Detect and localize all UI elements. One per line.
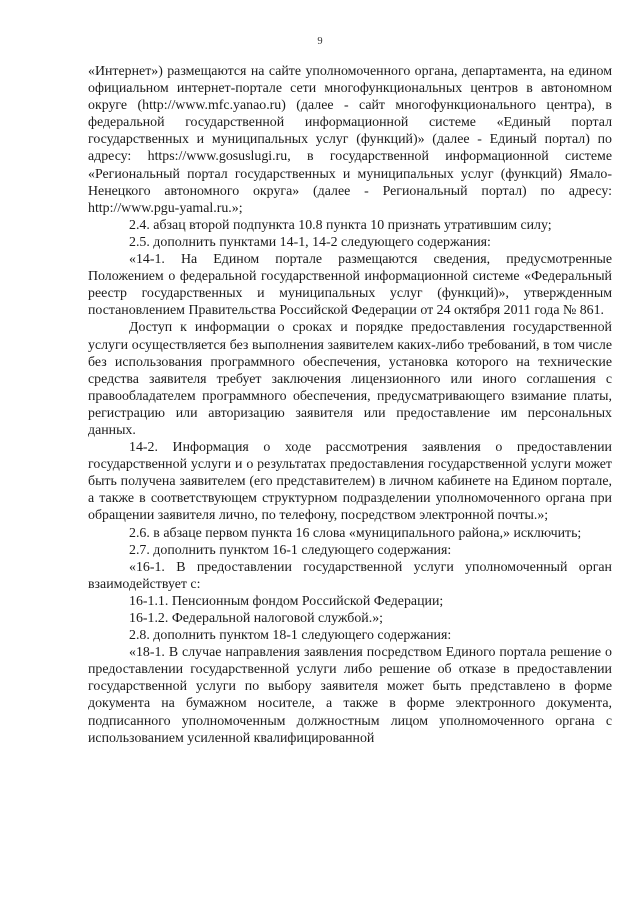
paragraph: 16-1.2. Федеральной налоговой службой.»;	[129, 611, 384, 626]
paragraph: 2.8. дополнить пунктом 18-1 следующего содержания:	[129, 628, 452, 644]
page-number: 9	[317, 36, 323, 47]
paragraph: 2.7. дополнить пунктом 16-1 следующего содержания:	[129, 542, 452, 558]
paragraph: 2.4. абзац второй подпункта 10.8 пункта 10 признать утратившим силу;	[129, 217, 552, 233]
paragraph: 2.5. дополнить пунктами 14-1, 14-2 следующего содержания:	[129, 234, 491, 250]
body-text	[88, 63, 612, 747]
paragraph: Доступ к информации о сроках и порядке предоставления государственной услуги осуществляется без выполнения заявителем каких-либо требований, в том числе без использования программного обеспечения, установка которого на технические средства заявителя требует заключения лицензионного или иного соглашения с правообладателем программного обеспечения, предусматривающего взимание платы, регистрацию или авторизацию заявителя или предоставление им персональных данных.	[88, 320, 612, 438]
paragraph: 14-2. Информация о ходе рассмотрения заявления о предоставлении государственной услуги и о результатах предоставления государственной услуги может быть получена заявителем (его представителем) в личном кабинете на Едином портале, а также в соответствующем структурном подразделении уполномоченного органа при обращении заявителя лично, по телефону, посредством электронной почты.»;	[88, 440, 612, 524]
paragraph: 2.6. в абзаце первом пункта 16 слова «муниципального района,» исключить;	[129, 525, 582, 541]
paragraph: «Интернет») размещаются на сайте уполномоченного органа, департамента, на едином официальном интернет-портале сети многофункциональных центров в автономном округе (http://www.mfc.yanao.ru) (далее - сайт многофункционального центра), в федеральной государственной информационной системе «Единый портал государственных и муниципальных услуг (функций)» (далее - Единый портал) по адресу: https://www.gosuslugi.ru, в государственной информационной системе «Региональный портал государственных и муниципальных услуг (функций) Ямало-Ненецкого автономного округа» (далее - Региональный портал) по адресу: http://www.pgu-yamal.ru.»;	[88, 64, 612, 216]
paragraph: «14-1. На Едином портале размещаются сведения, предусмотренные Положением о федеральной государственной информационной системе «Федеральный реестр государственных и муниципальных услуг (функций)», утвержденным постановлением Правительства Российской Федерации от 24 октября 2011 года № 861.	[88, 252, 612, 319]
paragraph: «18-1. В случае направления заявления посредством Единого портала решение о предоставлении государственной услуги либо решение об отказе в предоставлении государственной услуги по выбору заявителя может быть представлено в форме документа на бумажном носителе, а также в форме электронного документа, подписанного уполномоченным должностным лицом уполномоченного органа с использованием усиленной квалифицированной	[88, 645, 612, 746]
paragraph: «16-1. В предоставлении государственной услуги уполномоченный орган взаимодействует с:	[88, 559, 612, 592]
paragraph: 16-1.1. Пенсионным фондом Российской Федерации;	[129, 593, 444, 609]
